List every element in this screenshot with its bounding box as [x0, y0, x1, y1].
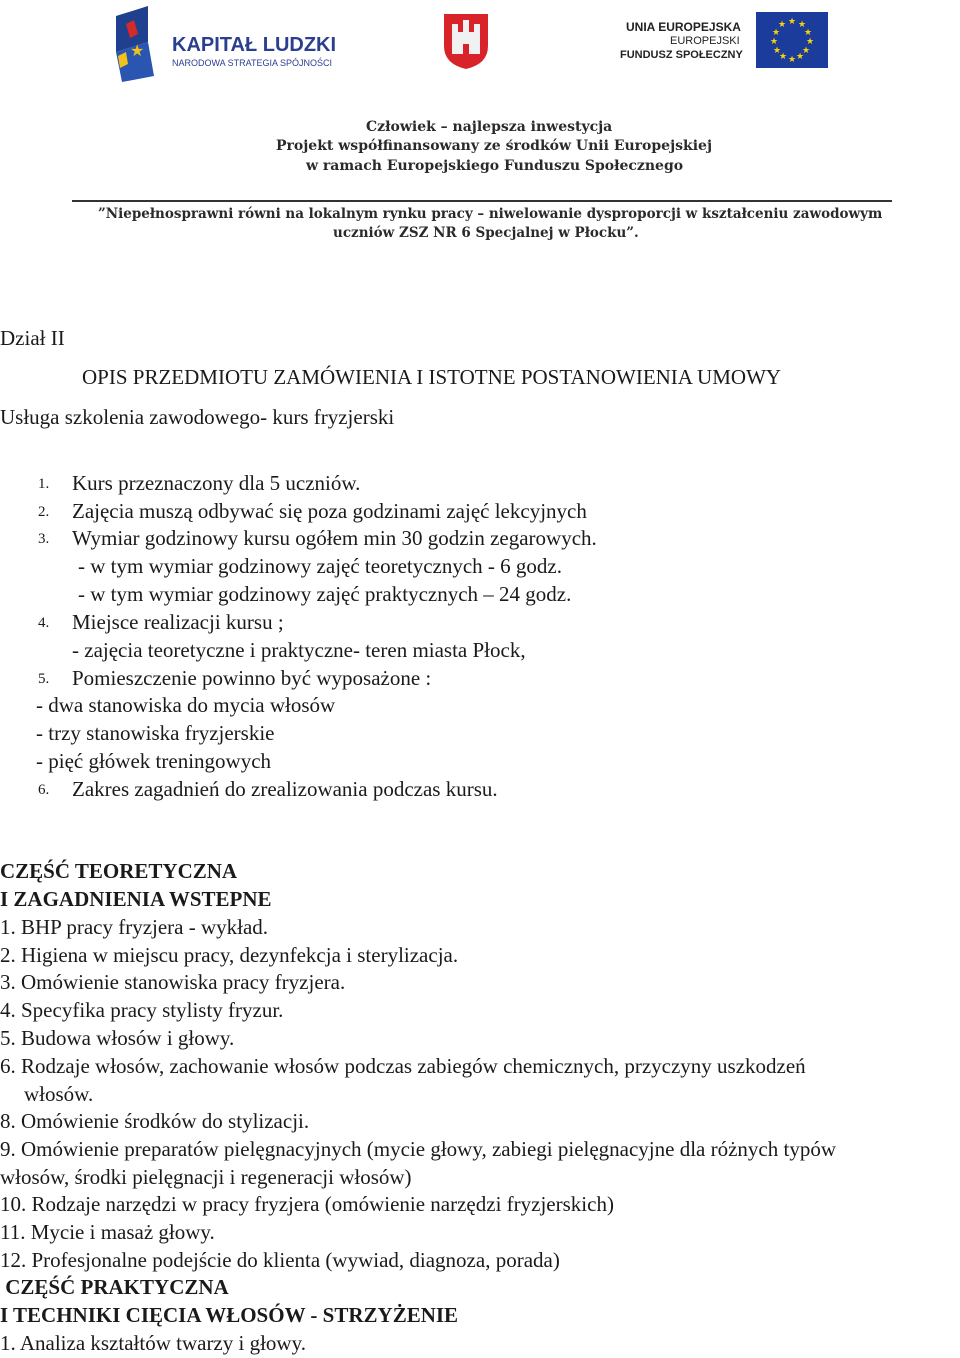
- practice-subheading: I TECHNIKI CIĘCIA WŁOSÓW - STRZYŻENIE: [0, 1303, 459, 1327]
- svg-text:★: ★: [798, 20, 807, 30]
- theory-item: 6. Rodzaje włosów, zachowanie włosów podczas zabiegów chemicznych, przyczyny uszkodzeń: [0, 1054, 806, 1078]
- practice-heading: CZĘŚĆ PRAKTYCZNA: [0, 1275, 229, 1299]
- list-item: Miejsce realizacji kursu ;: [72, 610, 284, 634]
- eu-line-1: UNIA EUROPEJSKA: [626, 20, 741, 34]
- plock-coat-of-arms: [442, 12, 490, 70]
- list-subitem: - pięć główek treningowych: [36, 749, 272, 773]
- list-item: Zajęcia muszą odbywać się poza godzinami zajęć lekcyjnych: [72, 499, 587, 523]
- list-subitem: - dwa stanowiska do mycia włosów: [36, 693, 336, 717]
- kapital-ludzki-title: KAPITAŁ LUDZKI: [172, 34, 337, 56]
- document-title: OPIS PRZEDMIOTU ZAMÓWIENIA I ISTOTNE POSTANOWIENIA UMOWY: [82, 365, 782, 389]
- theory-item: 8. Omówienie środków do stylizacji.: [0, 1109, 310, 1133]
- theory-item: 11. Mycie i masaż głowy.: [0, 1220, 215, 1244]
- kapital-ludzki-emblem-icon: [108, 4, 168, 84]
- document-subtitle: Usługa szkolenia zawodowego- kurs fryzjerski: [0, 405, 395, 429]
- theory-item-continuation: włosów.: [24, 1082, 94, 1106]
- coat-of-arms-icon: [442, 12, 490, 70]
- theory-item: 1. BHP pracy fryzjera - wykład.: [0, 915, 269, 939]
- svg-text:★: ★: [788, 55, 797, 65]
- project-line-2: uczniów ZSZ NR 6 Specjalnej w Płocku”.: [333, 225, 639, 241]
- svg-text:★: ★: [806, 37, 815, 47]
- svg-text:★: ★: [772, 28, 781, 38]
- svg-text:★: ★: [788, 17, 797, 27]
- kapital-ludzki-subtitle: NARODOWA STRATEGIA SPÓJNOŚCI: [172, 58, 333, 68]
- theory-subheading: I ZAGADNIENIA WSTEPNE: [0, 887, 272, 911]
- kapital-ludzki-logo: [108, 4, 348, 84]
- svg-text:★: ★: [796, 52, 805, 62]
- list-item: Zakres zagadnień do zrealizowania podczas kursu.: [72, 777, 498, 801]
- theory-item: 2. Higiena w miejscu pracy, dezynfekcja i sterylizacja.: [0, 943, 459, 967]
- svg-text:★: ★: [130, 41, 145, 60]
- list-subitem: - trzy stanowiska fryzjerskie: [36, 721, 275, 745]
- slogan-line-1: Człowiek – najlepsza inwestycja: [366, 119, 613, 135]
- list-subitem: - w tym wymiar godzinowy zajęć praktycznych – 24 godz.: [78, 582, 572, 606]
- svg-text:★: ★: [778, 20, 787, 30]
- eu-flag-icon: [756, 12, 828, 68]
- list-number: 3.: [38, 531, 50, 547]
- svg-text:★: ★: [802, 46, 811, 56]
- list-subitem: - w tym wymiar godzinowy zajęć teoretycznych - 6 godz.: [78, 554, 562, 578]
- slogan-line-3: w ramach Europejskiego Funduszu Społecznego: [306, 158, 684, 174]
- slogan-line-2: Projekt współfinansowany ze środków Unii Europejskiej: [276, 138, 713, 154]
- svg-text:★: ★: [773, 46, 782, 56]
- theory-item: 4. Specyfika pracy stylisty fryzur.: [0, 998, 284, 1022]
- list-number: 1.: [38, 476, 50, 492]
- eu-line-3: FUNDUSZ SPOŁECZNY: [620, 49, 743, 61]
- svg-text:★: ★: [770, 37, 779, 47]
- list-number: 5.: [38, 671, 50, 687]
- eu-logo: [620, 12, 830, 72]
- project-line-1: ”Niepełnosprawni równi na lokalnym rynku pracy – niwelowanie dysproporcji w kształceniu zawodowym: [98, 206, 883, 222]
- theory-item-continuation: włosów, środki pielęgnacji i regeneracji włosów): [0, 1165, 412, 1189]
- list-number: 6.: [38, 782, 50, 798]
- practice-item: 1. Analiza kształtów twarzy i głowy.: [0, 1331, 306, 1355]
- section-label: Dział II: [0, 326, 65, 350]
- eu-line-2: EUROPEJSKI: [670, 35, 740, 47]
- list-number: 2.: [38, 504, 50, 520]
- theory-item: 10. Rodzaje narzędzi w pracy fryzjera (omówienie narzędzi fryzjerskich): [0, 1192, 614, 1216]
- list-subitem: - zajęcia teoretyczne i praktyczne- teren miasta Płock,: [72, 638, 526, 662]
- theory-item: 12. Profesjonalne podejście do klienta (wywiad, diagnoza, porada): [0, 1248, 560, 1272]
- theory-item: 5. Budowa włosów i głowy.: [0, 1026, 235, 1050]
- svg-text:★: ★: [804, 28, 813, 38]
- list-number: 4.: [38, 615, 50, 631]
- list-item: Wymiar godzinowy kursu ogółem min 30 godzin zegarowych.: [72, 526, 597, 550]
- svg-text:★: ★: [779, 52, 788, 62]
- list-item: Kurs przeznaczony dla 5 uczniów.: [72, 471, 361, 495]
- theory-heading: CZĘŚĆ TEORETYCZNA: [0, 859, 238, 883]
- theory-item: 3. Omówienie stanowiska pracy fryzjera.: [0, 970, 346, 994]
- header-divider: [72, 200, 892, 202]
- theory-item: 9. Omówienie preparatów pielęgnacyjnych (mycie głowy, zabiegi pielęgnacyjne dla różnych typów: [0, 1137, 837, 1161]
- list-item: Pomieszczenie powinno być wyposażone :: [72, 666, 432, 690]
